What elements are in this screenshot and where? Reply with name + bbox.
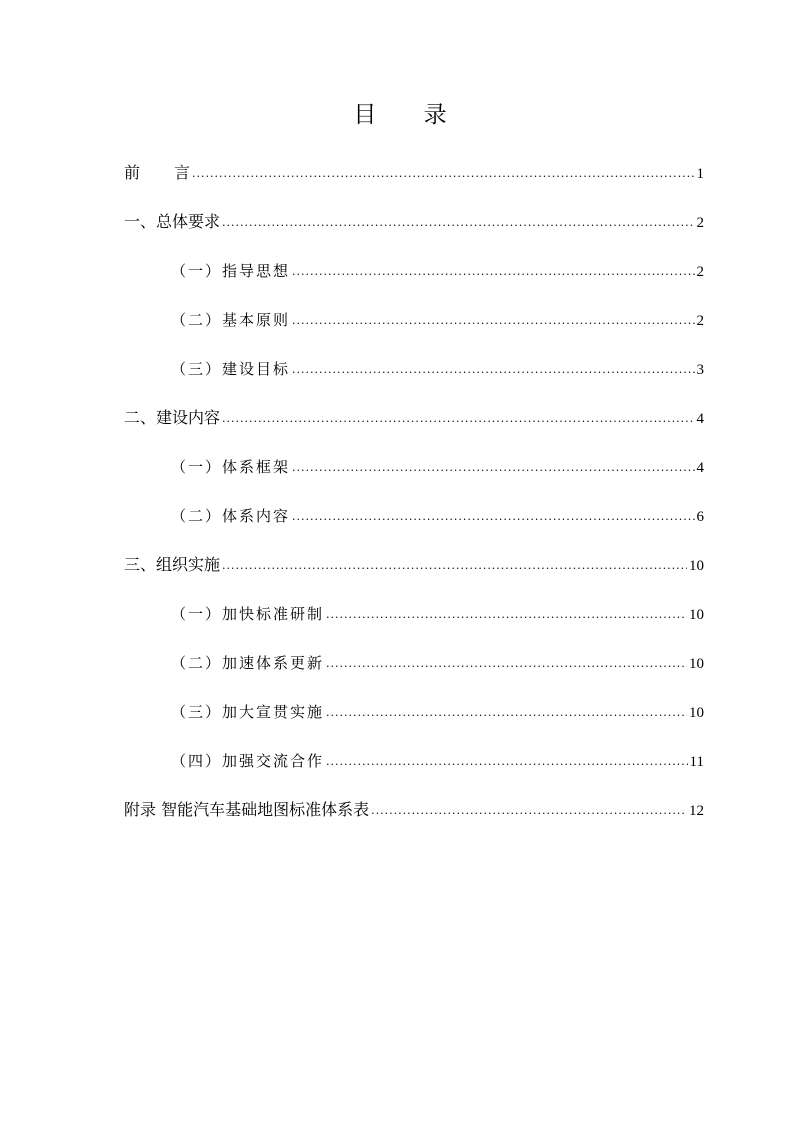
toc-entry-section-1-3[interactable] [171,356,704,382]
toc-entry-label: （二）基本原则 [171,311,291,329]
dot-leader [326,602,687,628]
toc-entry-label: 一、总体要求 [124,212,221,231]
toc-entry-label: （二）加速体系更新 [171,654,325,672]
dot-leader [371,798,687,824]
dot-leader [326,700,687,726]
dot-leader [326,651,687,677]
toc-entry-label: （一）体系框架 [171,458,291,476]
toc-entry-page: 2 [696,313,704,329]
toc-entry-label: （一）加快标准研制 [171,605,325,623]
dot-leader [326,749,688,775]
toc-entry-section-3-3[interactable] [171,699,704,725]
toc-entry-page: 10 [689,705,704,721]
dot-leader [222,406,694,432]
toc-entry-section-1-2[interactable] [171,307,704,333]
toc-entry-label: （二）体系内容 [171,507,291,525]
toc-entry-label: 前 言 [124,163,191,182]
toc-entry-page: 1 [696,166,704,182]
toc-entry-section-1-1[interactable] [171,258,704,284]
toc-entry-label: （三）建设目标 [171,360,291,378]
toc-entry-page: 3 [696,362,704,378]
toc-entry-label: 三、组织实施 [124,555,221,574]
toc-entry-section-3-1[interactable] [171,601,704,627]
dot-leader [192,161,694,187]
toc-entry-section-1[interactable] [124,209,704,235]
toc-entry-page: 11 [689,754,704,770]
toc-entry-label: 二、建设内容 [124,408,221,427]
toc-entry-section-2-1[interactable] [171,454,704,480]
toc-entry-page: 10 [689,607,704,623]
toc-entry-section-3[interactable] [124,552,704,578]
dot-leader [222,553,687,579]
toc-entry-appendix[interactable] [124,797,704,823]
toc-entry-page: 12 [689,803,704,819]
toc-entry-page: 2 [696,215,704,231]
toc-entry-section-2-2[interactable] [171,503,704,529]
toc-entry-page: 10 [689,558,704,574]
toc-entry-page: 6 [696,509,704,525]
dot-leader [292,357,694,383]
toc-entry-page: 4 [696,411,704,427]
toc-entry-section-3-2[interactable] [171,650,704,676]
toc-entry-section-3-4[interactable] [171,748,704,774]
dot-leader [292,504,694,530]
dot-leader [292,308,694,334]
dot-leader [292,455,694,481]
toc-entry-page: 2 [696,264,704,280]
toc-entry-page: 10 [689,656,704,672]
toc-entry-label: （四）加强交流合作 [171,752,325,770]
dot-leader [292,259,694,285]
dot-leader [222,210,694,236]
toc-entry-page: 4 [696,460,704,476]
toc-entry-label: 附录 智能汽车基础地图标准体系表 [124,800,370,819]
toc-title: 目 录 [353,102,467,128]
toc-entry-label: （一）指导思想 [171,262,291,280]
toc-entry-label: （三）加大宣贯实施 [171,703,325,721]
toc-entry-section-2[interactable] [124,405,704,431]
toc-entry-preface[interactable] [124,160,704,186]
